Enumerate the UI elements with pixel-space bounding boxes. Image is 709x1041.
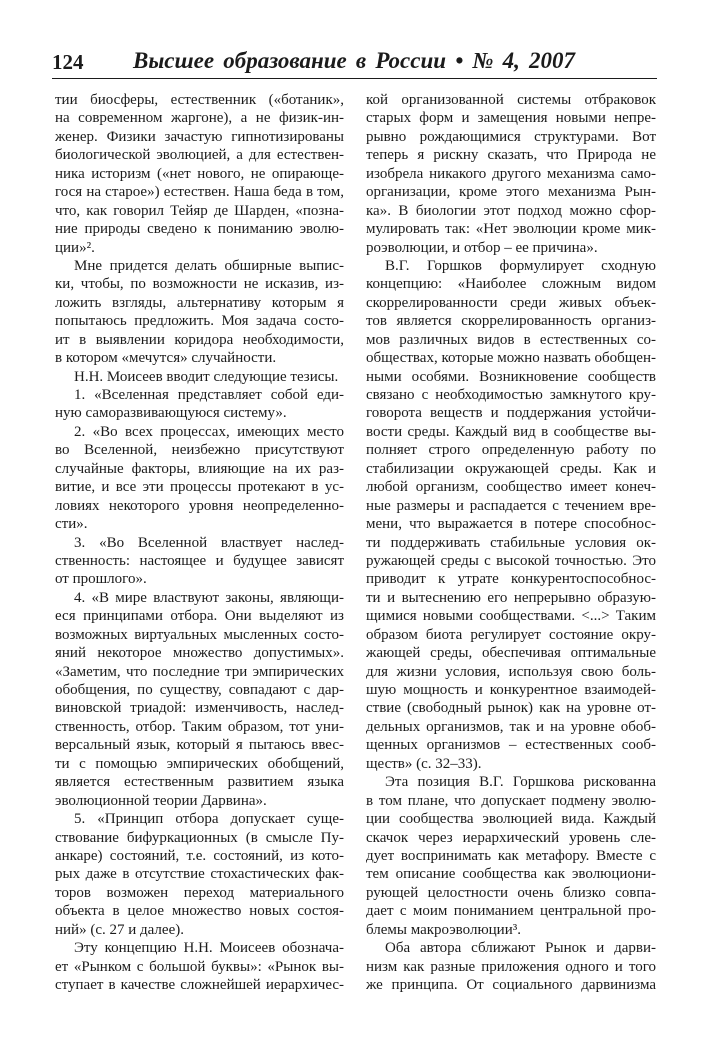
- text-line: [366, 902, 656, 920]
- line-text: рых даже в отсутствие стохастических фак-: [55, 866, 344, 883]
- text-line: [366, 589, 656, 607]
- line-text: в том плане, что допускает подмену эволю-: [366, 792, 656, 809]
- line-text: дает с моим пониманием центральной про-: [366, 903, 656, 920]
- line-text: низм как разные приложения одного и того: [366, 958, 656, 975]
- text-line: [55, 331, 344, 349]
- text-line: [366, 91, 656, 109]
- paragraph: [366, 939, 656, 994]
- line-text: роэволюции, и отбор – ее причина».: [366, 239, 598, 256]
- paragraph: [366, 773, 656, 939]
- text-line: [366, 570, 656, 588]
- line-text: ствование бифуркационных (в смысле Пу-: [55, 829, 344, 846]
- text-line: [366, 755, 656, 773]
- running-head-text: Высшее образование в России • № 4, 2007: [133, 48, 575, 73]
- text-line: [55, 404, 344, 422]
- text-line: [366, 921, 656, 939]
- text-line: [366, 607, 656, 625]
- line-text: вости среды. Каждый вид в сообществе вы-: [366, 423, 656, 440]
- line-text: образом биота регулирует состояние окру-: [366, 626, 656, 643]
- line-text: ти поддерживать стабильные условия ок-: [366, 534, 656, 551]
- text-line: [366, 441, 656, 459]
- paragraph: [55, 589, 344, 810]
- line-text: анкаре) состояний, т.е. состояний, из кото-: [55, 847, 344, 864]
- paragraph: [55, 939, 344, 994]
- text-line: [366, 312, 656, 330]
- line-text: ника историзм («нет нового, не опирающе-: [55, 165, 344, 182]
- line-text: ка». В биологии этот подход можно сфор-: [366, 202, 656, 219]
- line-text: организации, кроме этого механизма Рын-: [366, 184, 656, 201]
- text-line: [55, 165, 344, 183]
- line-text: ные размеры и распадается с течением вре-: [366, 497, 656, 514]
- line-text: щимися новыми сообществами. <...> Таким: [366, 608, 656, 625]
- text-line: [55, 220, 344, 238]
- paragraph: [55, 386, 344, 423]
- text-line: [55, 755, 344, 773]
- line-text: ными особями. Возникновение сообществ: [366, 368, 656, 385]
- text-line: [366, 386, 656, 404]
- line-text: Эту концепцию Н.Н. Моисеев обознача-: [74, 940, 344, 957]
- line-text: любой организм, сообщество имеет конеч-: [366, 479, 656, 496]
- text-line: [366, 681, 656, 699]
- text-line: [55, 91, 344, 109]
- line-text: от прошлого».: [55, 571, 147, 588]
- text-line: [55, 183, 344, 201]
- line-text: для жизни условия, используя свою боль-: [366, 663, 656, 680]
- text-line: [366, 718, 656, 736]
- text-line: [55, 423, 344, 441]
- line-text: ступает в качестве сложнейшей иерархичес-: [55, 977, 344, 993]
- text-line: [55, 644, 344, 662]
- line-text: женер. Физики зачастую гипнотизированы: [55, 128, 344, 145]
- line-text: 4. «В мире властвуют законы, являющи-: [74, 589, 344, 606]
- line-text: является естественным развитием языка: [55, 774, 344, 791]
- line-text: ции»².: [55, 239, 95, 256]
- text-line: [366, 847, 656, 865]
- line-text: виновской триадой: изменчивость, наслед-: [55, 700, 344, 717]
- line-text: что, как говорил Тейяр де Шарден, «позна-: [55, 202, 344, 219]
- running-head-title: [133, 46, 575, 76]
- text-line: [55, 865, 344, 883]
- text-line: [55, 349, 344, 367]
- line-text: теперь я рискну сказать, что Природа не: [366, 147, 656, 164]
- line-text: яний некоторое множество допустимых».: [55, 645, 344, 662]
- text-line: [366, 294, 656, 312]
- line-text: обществах, которые можно назвать обобщен-: [366, 350, 656, 367]
- text-line: [366, 220, 656, 238]
- text-line: [55, 921, 344, 939]
- text-line: [55, 478, 344, 496]
- text-line: [55, 792, 344, 810]
- page-number-text: 124: [52, 50, 84, 74]
- text-line: [55, 146, 344, 164]
- line-text: ки, чтобы, по возможности не исказив, из-: [55, 276, 344, 293]
- text-line: [55, 386, 344, 404]
- line-text: объекта в целое множество новых состоя-: [55, 903, 344, 920]
- line-text: кой организованной системы отбраковок: [366, 92, 656, 108]
- line-text: ложить взгляды, альтернативу которым я: [55, 294, 344, 311]
- line-text: приводит к утрате конкурентоспособнос-: [366, 571, 656, 588]
- line-text: 1. «Вселенная представляет собой еди-: [74, 387, 344, 403]
- text-line: [366, 349, 656, 367]
- line-text: на современном жаргоне), а не физик-ин-: [55, 110, 344, 127]
- text-line: [366, 865, 656, 883]
- text-line: [55, 663, 344, 681]
- text-line: [366, 976, 656, 994]
- text-line: [366, 939, 656, 957]
- line-text: ственность, отбор. Таким образом, тот уни-: [55, 718, 344, 735]
- text-line: [55, 681, 344, 699]
- line-text: ет «Рынком с большой буквы»: «Рынок вы-: [55, 958, 344, 975]
- line-text: еся принципами отбора. Они выделяют из: [55, 608, 344, 625]
- text-line: [366, 552, 656, 570]
- text-line: [366, 460, 656, 478]
- text-line: [366, 478, 656, 496]
- text-line: [55, 128, 344, 146]
- line-text: говорота веществ и поддержания устойчи-: [366, 405, 656, 422]
- line-text: жающей среды, обеспечивая оптимальные: [366, 645, 656, 662]
- text-line: [366, 792, 656, 810]
- line-text: торов возможен переход материального: [55, 884, 344, 901]
- text-line: [366, 165, 656, 183]
- text-line: [55, 294, 344, 312]
- line-text: ществ» (с. 32–33).: [366, 755, 482, 772]
- text-line: [366, 257, 656, 275]
- line-text: 2. «Во всех процессах, имеющих место: [74, 423, 344, 440]
- line-text: гося на старое») естествен. Наша беда в том,: [55, 184, 344, 201]
- line-text: возможных виртуальных мысленных состо-: [55, 626, 344, 643]
- line-text: эволюционной теории Дарвина».: [55, 792, 267, 809]
- line-text: рывно рождающимися структурами. Вот: [366, 128, 656, 145]
- text-line: [366, 534, 656, 552]
- header-rule: [52, 78, 657, 79]
- line-text: ственность: настоящее и будущее зависят: [55, 552, 344, 569]
- line-text: в котором «мечутся» случайности.: [55, 350, 277, 367]
- text-line: [366, 202, 656, 220]
- line-text: мулировать так: «Нет эволюции кроме мик-: [366, 221, 656, 238]
- text-line: [55, 626, 344, 644]
- text-line: [55, 976, 344, 994]
- text-line: [55, 534, 344, 552]
- line-text: Оба автора сближают Рынок и дарви-: [385, 940, 656, 957]
- left-column: [55, 91, 344, 1021]
- line-text: 3. «Во Вселенной властвует наслед-: [74, 534, 344, 551]
- text-line: [55, 773, 344, 791]
- text-line: [366, 275, 656, 293]
- line-text: дельных организмов, так и на уровне обоб-: [366, 718, 656, 735]
- text-line: [55, 810, 344, 828]
- line-text: «Заметим, что последние три эмпирических: [55, 663, 344, 680]
- paragraph: [366, 91, 656, 257]
- text-line: [366, 829, 656, 847]
- text-line: [366, 810, 656, 828]
- line-text: скоррелированности среди живых объек-: [366, 294, 656, 311]
- text-line: [55, 552, 344, 570]
- paragraph: [366, 257, 656, 773]
- text-line: [55, 312, 344, 330]
- text-line: [366, 146, 656, 164]
- line-text: ловиях некоторого уровня неопределенно-: [55, 497, 344, 514]
- line-text: случайные факторы, влияющие на их раз-: [55, 460, 344, 477]
- line-text: дует воспринимать как метафору. Вместе с: [366, 847, 656, 864]
- text-line: [366, 773, 656, 791]
- text-line: [366, 497, 656, 515]
- text-line: [55, 109, 344, 127]
- line-text: связано с необходимостью замкнутого кру-: [366, 387, 656, 403]
- line-text: тии биосферы, естественник («ботаник»,: [55, 92, 344, 108]
- text-line: [55, 902, 344, 920]
- text-line: [55, 257, 344, 275]
- text-line: [366, 183, 656, 201]
- text-line: [366, 699, 656, 717]
- line-text: полняет строго определенную работу по: [366, 442, 656, 459]
- text-line: [366, 644, 656, 662]
- text-line: [55, 460, 344, 478]
- line-text: мов различных видов в естественных со-: [366, 331, 656, 348]
- text-line: [55, 441, 344, 459]
- line-text: щенных организмов – естественных сооб-: [366, 737, 656, 754]
- line-text: обобщения, по существу, совпадают с дар-: [55, 682, 344, 698]
- paragraph: [55, 423, 344, 534]
- text-line: [55, 570, 344, 588]
- line-text: биологической эволюцией, а для естествен-: [55, 147, 344, 164]
- page-number: [52, 48, 84, 76]
- paragraph: [55, 810, 344, 939]
- line-text: блемы макроэволюции³.: [366, 921, 521, 938]
- text-line: [366, 368, 656, 386]
- line-text: сти».: [55, 516, 88, 533]
- text-line: [366, 109, 656, 127]
- text-line: [55, 239, 344, 257]
- line-text: концепцию: «Наиболее сложным видом: [366, 276, 656, 293]
- line-text: изобрела никакого другого механизма само-: [366, 165, 656, 182]
- text-line: [366, 128, 656, 146]
- paragraph: [55, 257, 344, 368]
- text-line: [55, 736, 344, 754]
- line-text: Мне придется делать обширные выпис-: [74, 257, 344, 274]
- paragraph: [55, 91, 344, 257]
- line-text: тов является скоррелированность организ-: [366, 313, 656, 330]
- text-line: [366, 626, 656, 644]
- line-text: тем описание сообщества как эволюциони-: [366, 866, 656, 883]
- text-line: [366, 515, 656, 533]
- line-text: ти и вытеснению его непрерывно образую-: [366, 589, 656, 606]
- text-line: [55, 275, 344, 293]
- line-text: ную саморазвивающуюся систему».: [55, 405, 287, 422]
- line-text: витие, и все эти процессы протекают в ус-: [55, 479, 344, 496]
- line-text: рующей целостности очень близко совпа-: [366, 884, 656, 901]
- text-line: [55, 202, 344, 220]
- line-text: во Вселенной, неизбежно присутствуют: [55, 442, 344, 459]
- text-line: [366, 884, 656, 902]
- text-line: [366, 736, 656, 754]
- text-line: [55, 497, 344, 515]
- line-text: ции сообщества эволюцией вида. Каждый: [366, 811, 656, 828]
- right-column: [366, 91, 656, 1021]
- text-line: [55, 958, 344, 976]
- line-text: ит в выявлении коридора необходимости,: [55, 331, 344, 348]
- text-line: [366, 663, 656, 681]
- line-text: же принципа. От социального дарвинизма: [366, 977, 656, 993]
- line-text: мени, что выражается в потере способнос-: [366, 516, 656, 533]
- line-text: Н.Н. Моисеев вводит следующие тезисы.: [74, 368, 339, 385]
- line-text: шую мощность и конкурентное взаимодей-: [366, 682, 656, 698]
- line-text: скачок через иерархический уровень сле-: [366, 829, 656, 846]
- line-text: 5. «Принцип отбора допускает суще-: [74, 811, 344, 828]
- line-text: ти с помощью эмпирических обобщений,: [55, 755, 344, 772]
- text-line: [55, 589, 344, 607]
- line-text: попытаюсь предложить. Моя задача состо-: [55, 313, 344, 330]
- text-line: [55, 884, 344, 902]
- text-line: [366, 331, 656, 349]
- text-line: [55, 607, 344, 625]
- text-line: [55, 829, 344, 847]
- line-text: ний» (с. 27 и далее).: [55, 921, 184, 938]
- text-line: [366, 423, 656, 441]
- line-text: ствие (свободный рынок) как на уровне от-: [366, 700, 656, 717]
- text-line: [366, 239, 656, 257]
- text-line: [366, 958, 656, 976]
- line-text: старых форм и замещения новыми непре-: [366, 110, 656, 127]
- line-text: стабилизации окружающей среды. Как и: [366, 460, 656, 477]
- text-line: [55, 699, 344, 717]
- text-line: [55, 939, 344, 957]
- text-line: [55, 368, 344, 386]
- line-text: ружающей среды с высокой точностью. Это: [366, 552, 656, 569]
- line-text: версальный язык, который я пытаюсь ввес-: [55, 737, 344, 754]
- text-line: [55, 515, 344, 533]
- line-text: Эта позиция В.Г. Горшкова рискованна: [385, 774, 656, 791]
- line-text: ние природы сведено к пониманию эволю-: [55, 221, 344, 238]
- text-line: [55, 847, 344, 865]
- line-text: В.Г. Горшков формулирует сходную: [385, 257, 656, 274]
- paragraph: [55, 534, 344, 589]
- text-line: [55, 718, 344, 736]
- text-line: [366, 404, 656, 422]
- paragraph: [55, 368, 344, 386]
